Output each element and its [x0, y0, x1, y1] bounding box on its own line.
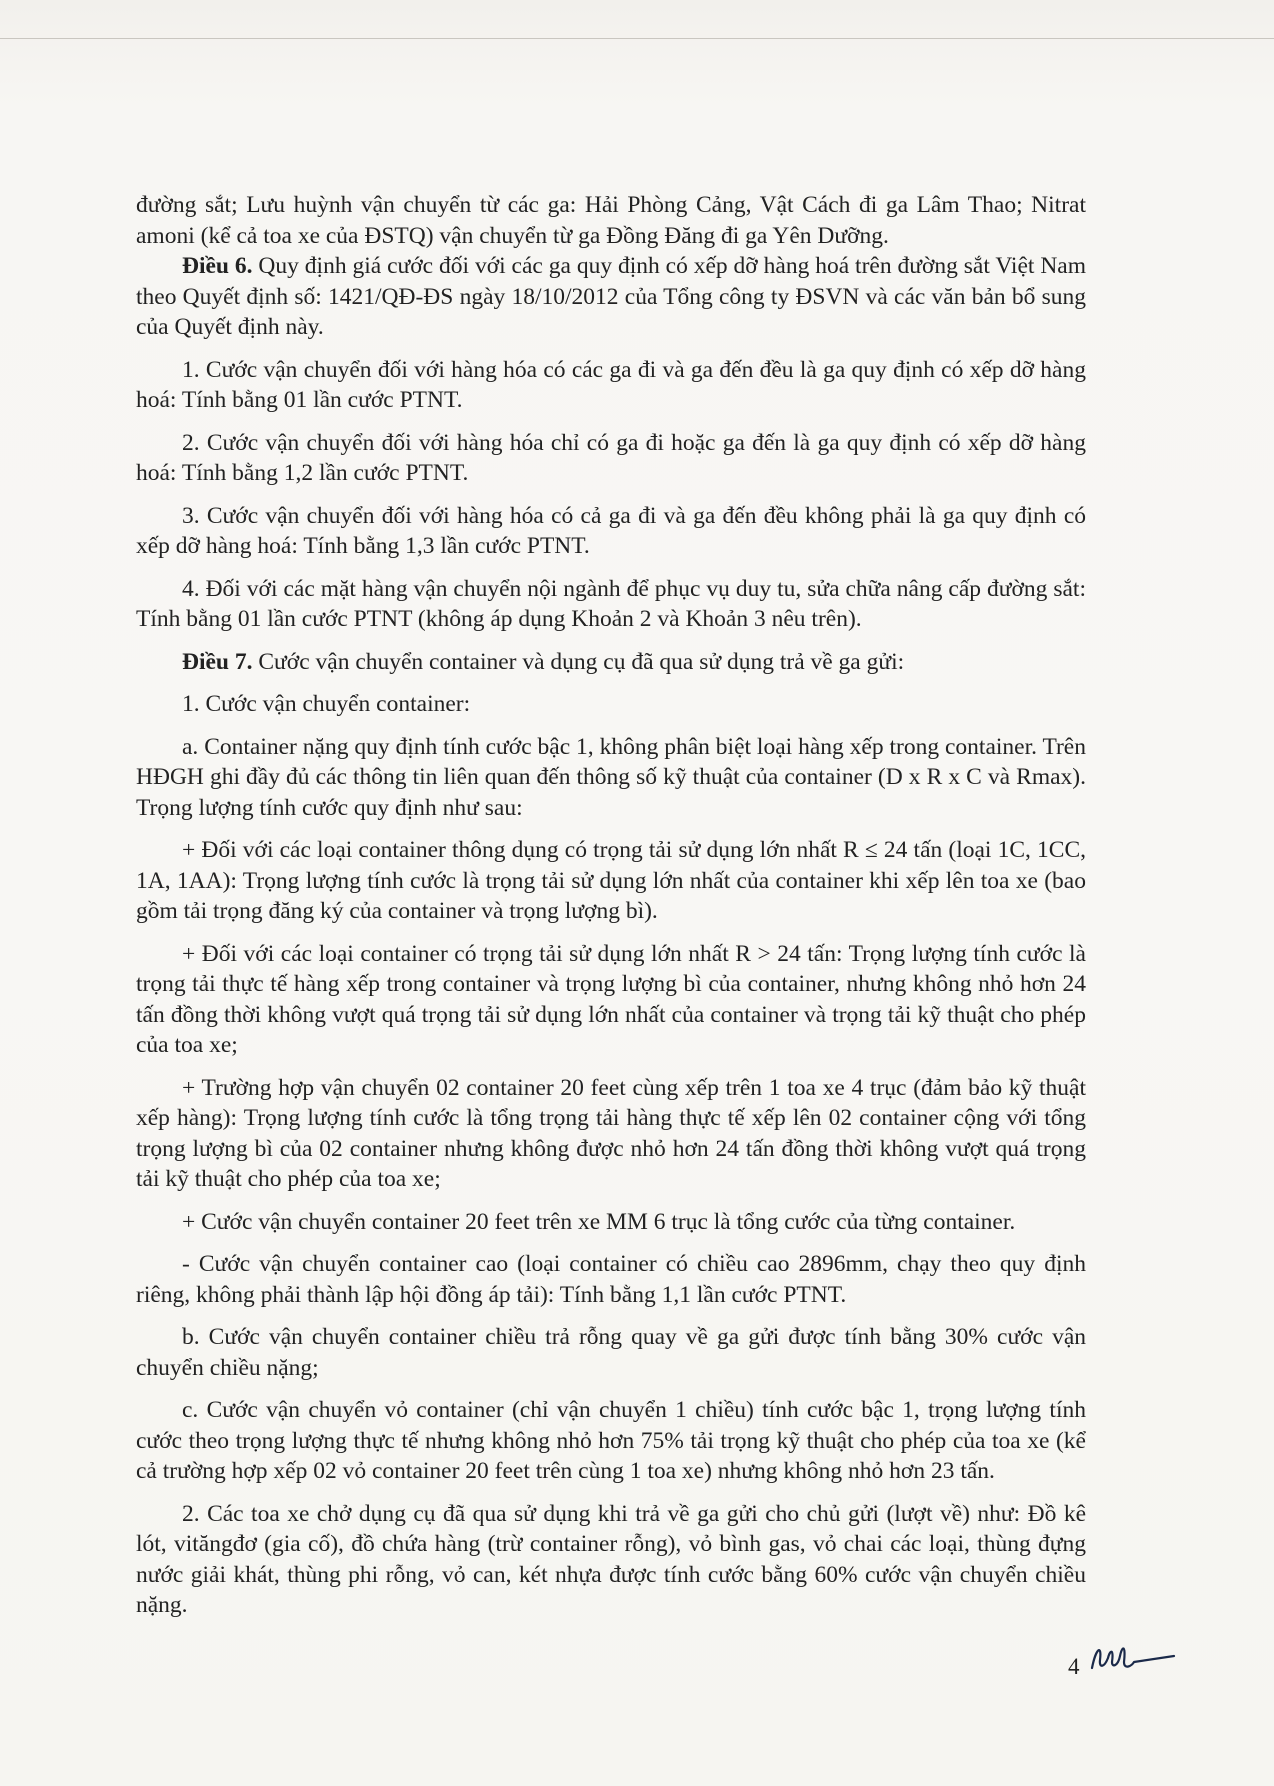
paragraph-article-6: Điều 6. Quy định giá cước đối với các ga quy định có xếp dỡ hàng hoá trên đường sắt Việt Nam theo Quyết định số: 1421/QĐ-ĐS ngày 18/10/2012 của Tổng công ty ĐSVN và các văn bản bổ sung của Quyết định này. [136, 253, 1086, 340]
paragraph-bullet-r-le-24: + Đối với các loại container thông dụng có trọng tải sử dụng lớn nhất R ≤ 24 tấn (loại 1C, 1CC, 1A, 1AA): Trọng lượng tính cước là trọng tải sử dụng lớn nhất của container khi xếp lên toa xe (bao gồm tải trọng đăng ký của container và trọng lượng bì). [136, 837, 1086, 924]
document-body [136, 190, 1086, 1633]
page-footer [1068, 1638, 1188, 1698]
paragraph-7-1-a: a. Container nặng quy định tính cước bậc 1, không phân biệt loại hàng xếp trong container. Trên HĐGH ghi đầy đủ các thông tin liên quan đến thông số kỹ thuật của container (D x R x C và Rmax). Trọng lượng tính cước quy định như sau: [136, 733, 1086, 821]
paragraph-6-4: 4. Đối với các mặt hàng vận chuyển nội ngành để phục vụ duy tu, sửa chữa nâng cấp đường sắt: Tính bằng 01 lần cước PTNT (không áp dụng Khoản 2 và Khoản 3 nêu trên). [136, 575, 1086, 632]
scan-edge-line [0, 38, 1274, 39]
paragraph-high-container: - Cước vận chuyển container cao (loại container có chiều cao 2896mm, chạy theo quy định riêng, không phải thành lập hội đồng áp tải): Tính bằng 1,1 lần cước PTNT. [136, 1251, 1086, 1308]
paragraph-bullet-two-containers: + Trường hợp vận chuyển 02 container 20 feet cùng xếp trên 1 toa xe 4 trục (đảm bảo kỹ thuật xếp hàng): Trọng lượng tính cước là tổng trọng tải hàng thực tế xếp lên 02 container cộng với tổng trọng lượng bì của 02 container nhưng không được nhỏ hơn 24 tấn đồng thời không vượt quá trọng tải kỹ thuật cho phép của toa xe; [136, 1074, 1086, 1192]
paragraph-6-3: 3. Cước vận chuyển đối với hàng hóa có cả ga đi và ga đến đều không phải là ga quy định có xếp dỡ hàng hoá: Tính bằng 1,3 lần cước PTNT. [136, 502, 1086, 559]
paragraph-article-7: Điều 7. Cước vận chuyển container và dụng cụ đã qua sử dụng trả về ga gửi: [182, 648, 905, 675]
paragraph-7-1-c: c. Cước vận chuyển vỏ container (chỉ vận chuyển 1 chiều) tính cước bậc 1, trọng lượng tính cước theo trọng lượng thực tế nhưng không nhỏ hơn 75% tải trọng kỹ thuật cho phép của toa xe (kể cả trường hợp xếp 02 vỏ container 20 feet trên cùng 1 toa xe) nhưng không nhỏ hơn 23 tấn. [136, 1397, 1086, 1484]
paragraph-6-1: 1. Cước vận chuyển đối với hàng hóa có các ga đi và ga đến đều là ga quy định có xếp dỡ hàng hoá: Tính bằng 01 lần cước PTNT. [136, 356, 1086, 413]
page-number: 4 [1068, 1654, 1080, 1679]
paragraph-7-1: 1. Cước vận chuyển container: [182, 691, 471, 717]
paragraph-7-1-b: b. Cước vận chuyển container chiều trả rỗng quay về ga gửi được tính bằng 30% cước vận chuyển chiều nặng; [136, 1324, 1086, 1381]
paragraph-continuation: đường sắt; Lưu huỳnh vận chuyển từ các ga: Hải Phòng Cảng, Vật Cách đi ga Lâm Thao; Nitrat amoni (kể cả toa xe của ĐSTQ) vận chuyển từ ga Đồng Đăng đi ga Yên Dưỡng. [136, 192, 1086, 249]
paragraph-bullet-r-gt-24: + Đối với các loại container có trọng tải sử dụng lớn nhất R > 24 tấn: Trọng lượng tính cước là trọng tải thực tế hàng xếp trong container và trọng lượng bì của container, nhưng không nhỏ hơn 24 tấn đồng thời không vượt quá trọng tải sử dụng lớn nhất của container và trọng tải kỹ thuật cho phép của toa xe; [136, 940, 1086, 1058]
paragraph-7-2: 2. Các toa xe chở dụng cụ đã qua sử dụng khi trả về ga gửi cho chủ gửi (lượt về) như: Đồ kê lót, vităngđơ (gia cố), đồ chứa hàng (trừ container rỗng), vỏ bình gas, vỏ chai các loại, thùng đựng nước giải khát, thùng phi rỗng, vỏ can, két nhựa được tính cước bằng 60% cước vận chuyển chiều nặng. [136, 1500, 1086, 1618]
signature-icon [1088, 1638, 1178, 1678]
paragraph-bullet-mm6: + Cước vận chuyển container 20 feet trên xe MM 6 trục là tổng cước của từng container. [182, 1208, 1016, 1235]
paragraph-6-2: 2. Cước vận chuyển đối với hàng hóa chỉ có ga đi hoặc ga đến là ga quy định có xếp dỡ hàng hoá: Tính bằng 1,2 lần cước PTNT. [136, 429, 1086, 486]
